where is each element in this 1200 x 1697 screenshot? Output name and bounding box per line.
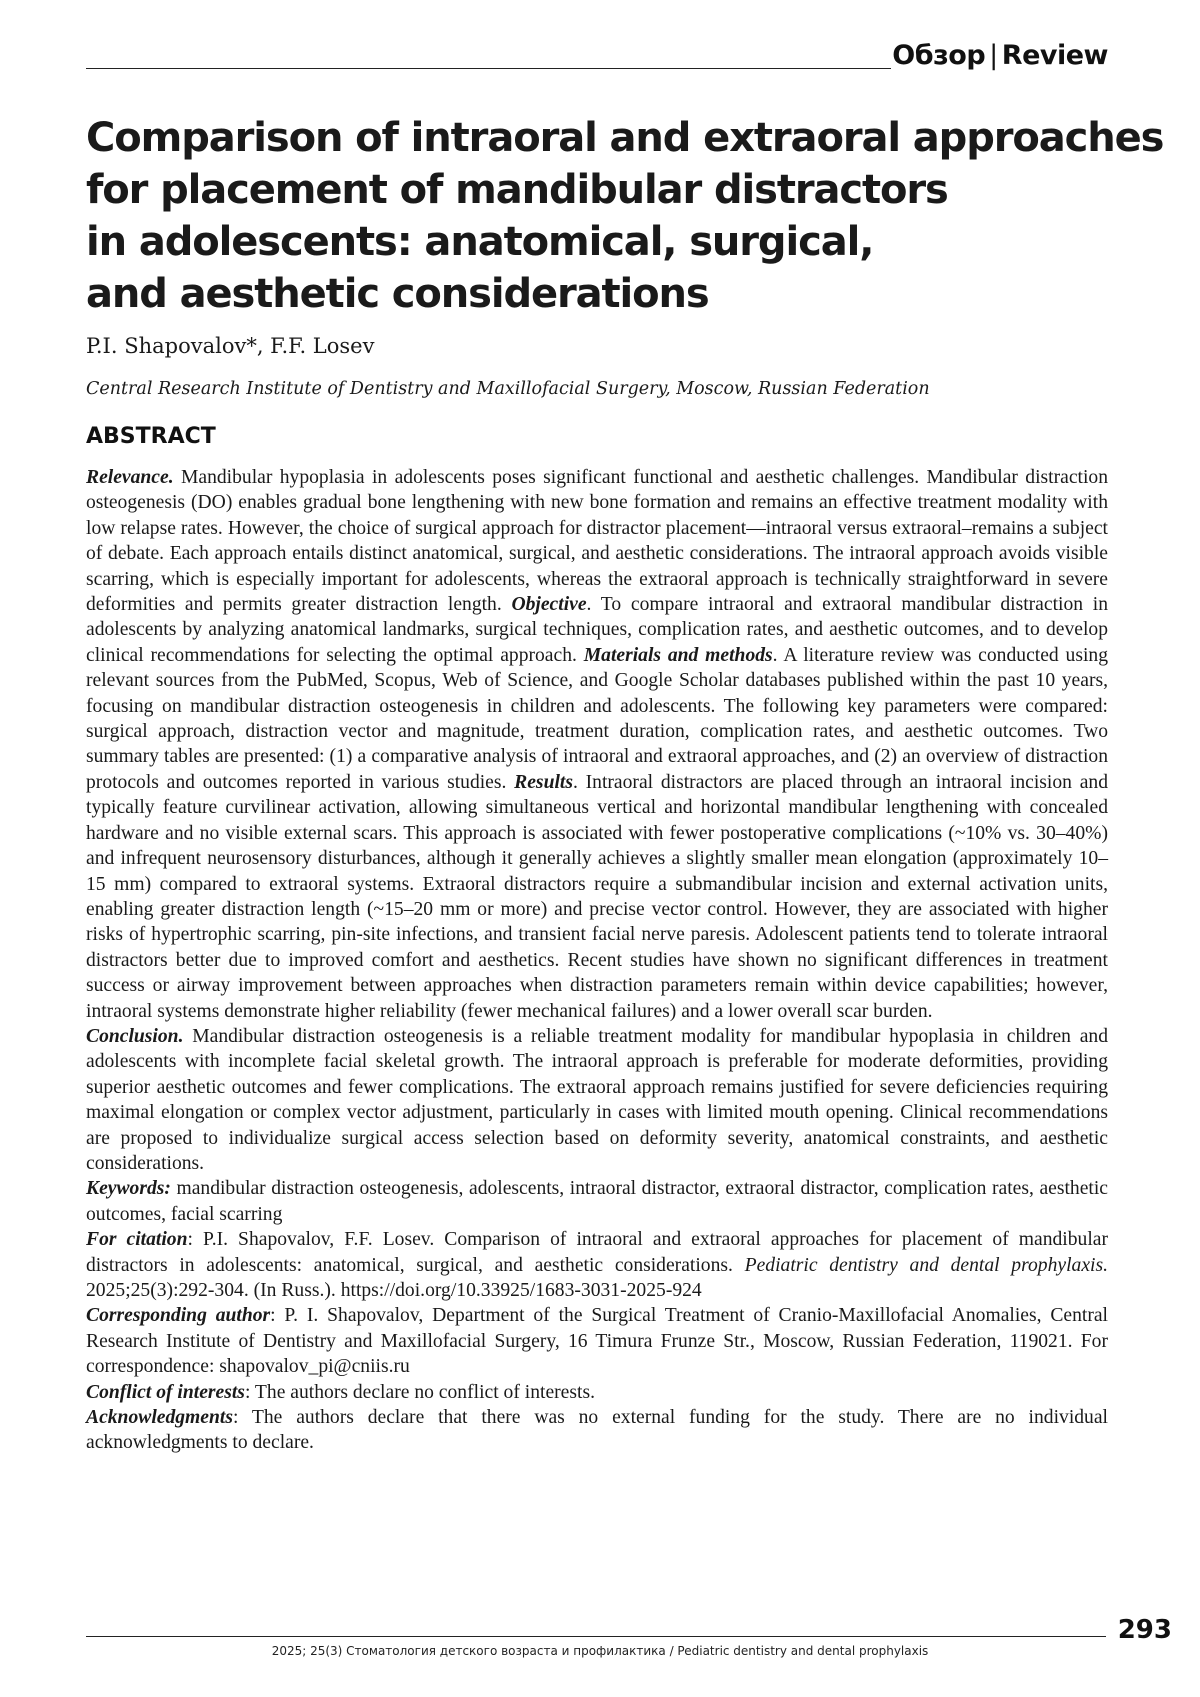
article-authors: P.I. Shapovalov*, F.F. Losev xyxy=(86,334,375,358)
methods-label: Materials and methods xyxy=(583,644,773,666)
relevance-text: Mandibular hypoplasia in adolescents poses significant functional and aesthetic challenges. Mandibular distraction osteogenesis (DO) enables gradual bone lengthening with new bone formation and remains an effective treatment modality with low relapse rates. However, the choice of surgical approach for distractor placement—intraoral versus extraoral–remains a subject of debate. Each approach entails distinct anatomical, surgical, and aesthetic considerations. The intraoral approach avoids visible scarring, which is especially important for adolescents, whereas the extraoral approach is technically straightforward in severe deformities and permits greater distraction length. xyxy=(86,467,1108,616)
section-label-ru: Обзор xyxy=(892,40,986,71)
article-title-line: Comparison of intraoral and extraoral approaches xyxy=(86,115,1164,161)
objective-label: Objective xyxy=(511,594,587,616)
keywords-paragraph xyxy=(86,1176,1108,1227)
article-title-line: for placement of mandibular distractors xyxy=(86,167,948,213)
citation-paragraph xyxy=(86,1227,1108,1303)
conclusion-paragraph xyxy=(86,1024,1108,1176)
abstract-main-paragraph xyxy=(86,465,1108,1024)
footer-journal-line: 2025; 25(3) Стоматология детского возраста и профилактика / Pediatric dentistry and dental prophylaxis xyxy=(271,1644,929,1658)
abstract-heading: ABSTRACT xyxy=(86,424,216,449)
footer-rule xyxy=(86,1636,1106,1637)
section-label-en: Review xyxy=(1001,40,1108,71)
objective-text: . To compare intraoral and extraoral mandibular distraction in adolescents by analyzing anatomical landmarks, surgical techniques, complication rates, and aesthetic outcomes, and to develop clinical recommendations for selecting the optimal approach. xyxy=(86,594,1108,666)
page-number: 293 xyxy=(1117,1615,1172,1645)
corresponding-label: Corresponding author xyxy=(86,1305,271,1327)
relevance-label: Relevance. xyxy=(86,467,174,488)
section-label xyxy=(892,40,1108,71)
results-text: . Intraoral distractors are placed through an intraoral incision and typically feature curvilinear activation, allowing simultaneous vertical and horizontal mandibular lengthening with concealed hardware and no visible external scars. This approach is associated with fewer postoperative complications (~10% vs. 30–40%) and infrequent neurosensory disturbances, although it generally achieves a slightly smaller mean elongation (approximately 10–15 mm) compared to extraoral systems. Extraoral distractors require a submandibular incision and external activation units, enabling greater distraction length (~15–20 mm or more) and precise vector control. However, they are associated with higher risks of hypertrophic scarring, pin-site infections, and transient facial nerve paresis. Adolescent patients tend to tolerate intraoral distractors better due to improved comfort and aesthetics. Recent studies have shown no significant differences in treatment success or airway improvement between approaches when distraction parameters remain within device capabilities; however, intraoral systems demonstrate higher reliability (fewer mechanical failures) and a lower overall scar burden. xyxy=(86,771,1109,1022)
conflict-paragraph xyxy=(86,1380,1108,1405)
article-affiliation: Central Research Institute of Dentistry and Maxillofacial Surgery, Moscow, Russian Federation xyxy=(86,379,930,399)
citation-label: For citation xyxy=(86,1229,188,1251)
corresponding-text: : P. I. Shapovalov, Department of the Surgical Treatment of Cranio-Maxillofacial Anomalies, Central Research Institute of Dentistry and Maxillofacial Surgery, 16 Timura Frunze Str., Moscow, Russian Federation, 119021. For correspondence: shapovalov_pi@cniis.ru xyxy=(86,1305,1108,1378)
corresponding-paragraph xyxy=(86,1303,1108,1379)
citation-doi[interactable]: 2025;25(3):292-304. (In Russ.). https://doi.org/10.33925/1683-3031-2025-924 xyxy=(86,1280,702,1301)
article-title-line: and aesthetic considerations xyxy=(86,271,709,317)
section-label-separator: | xyxy=(989,40,998,71)
article-title xyxy=(86,112,1164,320)
acknowledgments-paragraph xyxy=(86,1405,1108,1456)
keywords-text: mandibular distraction osteogenesis, adolescents, intraoral distractor, extraoral distractor, complication rates, aesthetic outcomes, facial scarring xyxy=(86,1178,1108,1225)
acknowledgments-label: Acknowledgments xyxy=(86,1407,233,1429)
citation-journal: Pediatric dentistry and dental prophylaxis. xyxy=(744,1254,1108,1276)
header-rule xyxy=(86,68,891,69)
methods-text: . A literature review was conducted using relevant sources from the PubMed, Scopus, Web of Science, and Google Scholar databases published within the past 10 years, focusing on mandibular distraction osteogenesis in children and adolescents. The following key parameters were compared: surgical approach, distraction vector and magnitude, treatment duration, complication rates, and aesthetic outcomes. Two summary tables are presented: (1) a comparative analysis of intraoral and extraoral approaches, and (2) an overview of distraction protocols and outcomes reported in various studies. xyxy=(86,644,1108,793)
abstract-body xyxy=(86,465,1108,1456)
conclusion-text: Mandibular distraction osteogenesis is a reliable treatment modality for mandibular hypoplasia in children and adolescents with incomplete facial skeletal growth. The intraoral approach is preferable for moderate deformities, providing superior aesthetic outcomes and fewer complications. The extraoral approach remains justified for severe deficiencies requiring maximal elongation or complex vector adjustment, particularly in cases with limited mouth opening. Clinical recommendations are proposed to individualize surgical access selection based on deformity severity, anatomical constraints, and aesthetic considerations. xyxy=(86,1025,1108,1174)
conflict-text: : The authors declare no conflict of interests. xyxy=(244,1381,595,1403)
citation-text: : P.I. Shapovalov, F.F. Losev. Comparison of intraoral and extraoral approaches for placement of mandibular distractors in adolescents: anatomical, surgical, and aesthetic considerations. xyxy=(86,1229,1108,1276)
results-label: Results xyxy=(514,771,573,793)
keywords-label: Keywords: xyxy=(86,1178,171,1200)
conflict-label: Conflict of interests xyxy=(86,1381,245,1403)
article-title-line: in adolescents: anatomical, surgical, xyxy=(86,219,874,265)
conclusion-label: Conclusion. xyxy=(86,1025,184,1047)
acknowledgments-text: : The authors declare that there was no external funding for the study. There are no individual acknowledgments to declare. xyxy=(86,1407,1108,1454)
